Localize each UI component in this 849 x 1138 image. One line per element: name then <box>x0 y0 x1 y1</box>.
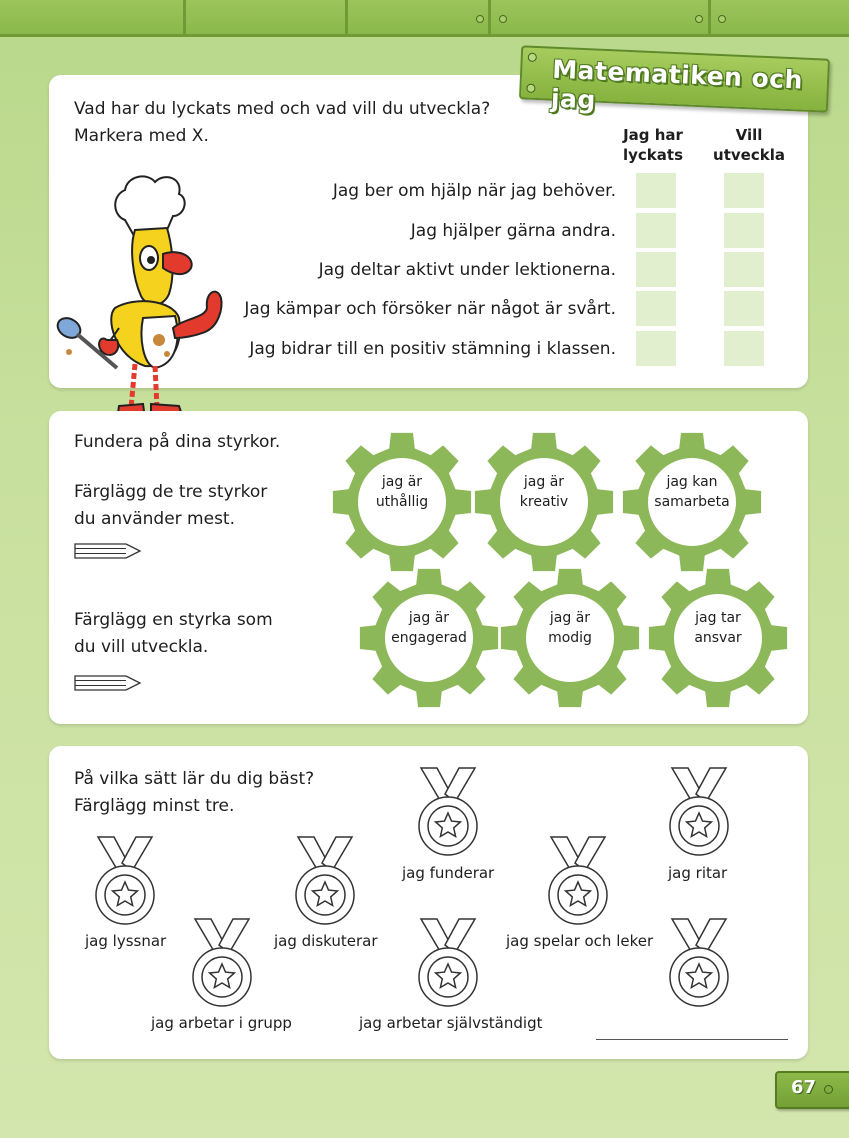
page-number-tab <box>775 1071 849 1109</box>
checkbox-succeeded-5[interactable] <box>636 331 676 366</box>
rivet-icon <box>528 53 537 62</box>
gear-cooperate[interactable] <box>617 427 767 577</box>
checkbox-develop-2[interactable] <box>724 213 764 248</box>
section2-task1: Färglägg de tre styrkor du använder mest. <box>74 482 268 529</box>
checkbox-succeeded-4[interactable] <box>636 291 676 326</box>
title-banner <box>519 45 830 115</box>
rivet-icon <box>476 15 484 23</box>
medal-label-group: jag arbetar i grupp <box>151 1014 292 1032</box>
binder-seam <box>488 0 491 34</box>
checkbox-develop-4[interactable] <box>724 291 764 326</box>
section2-task2: Färglägg en styrka som du vill utveckla. <box>74 610 273 657</box>
rivet-icon <box>499 15 507 23</box>
binder-seam <box>183 0 186 34</box>
chef-duck-illustration <box>55 168 230 426</box>
rivet-icon <box>695 15 703 23</box>
checkbox-succeeded-3[interactable] <box>636 252 676 287</box>
medal-icon[interactable] <box>415 766 481 856</box>
page-number: 67 <box>791 1077 817 1098</box>
medal-icon[interactable] <box>292 835 358 925</box>
rivet-icon <box>824 1085 833 1094</box>
checkbox-develop-3[interactable] <box>724 252 764 287</box>
medal-label-independent: jag arbetar självständigt <box>359 1014 543 1032</box>
checkbox-develop-1[interactable] <box>724 173 764 208</box>
statement-ask-help: Jag ber om hjälp när jag behöver. <box>332 181 616 201</box>
medal-label-discuss: jag diskuterar <box>274 932 378 950</box>
gear-label: jag är kreativ <box>519 474 569 510</box>
pencil-icon <box>74 675 142 691</box>
gear-label: jag är engagerad <box>391 610 467 646</box>
checkbox-succeeded-2[interactable] <box>636 213 676 248</box>
gear-engaged[interactable] <box>354 563 504 713</box>
gear-responsible[interactable] <box>643 563 793 713</box>
binder-seam <box>345 0 348 34</box>
checkbox-succeeded-1[interactable] <box>636 173 676 208</box>
binder-seam <box>708 0 711 34</box>
gear-endurance[interactable] <box>327 427 477 577</box>
section3-intro: På vilka sätt lär du dig bäst? Färglägg minst tre. <box>74 769 315 816</box>
column-header-succeeded: Jag har lyckats <box>622 126 683 164</box>
learning-styles-card <box>49 746 808 1059</box>
section2-intro: Fundera på dina styrkor. <box>74 432 281 452</box>
statement-participate: Jag deltar aktivt under lektionerna. <box>318 260 616 280</box>
gear-creative[interactable] <box>469 427 619 577</box>
gear-label: jag är uthållig <box>375 474 429 510</box>
rivet-icon <box>718 15 726 23</box>
gear-label: jag kan samarbeta <box>654 474 730 510</box>
rivet-icon <box>526 84 535 93</box>
medal-label-listen: jag lyssnar <box>85 932 167 950</box>
medal-label-play: jag spelar och leker <box>506 932 654 950</box>
page-title: Matematiken och jag <box>550 54 804 115</box>
medal-icon[interactable] <box>92 835 158 925</box>
checkbox-develop-5[interactable] <box>724 331 764 366</box>
column-header-develop: Vill utveckla <box>713 126 785 164</box>
gear-label: jag är modig <box>548 610 592 646</box>
section1-intro: Vad har du lyckats med och vad vill du utveckla? Markera med X. <box>74 99 491 146</box>
medal-icon[interactable] <box>666 917 732 1007</box>
medal-icon[interactable] <box>189 917 255 1007</box>
medal-icon[interactable] <box>415 917 481 1007</box>
top-binder-bar <box>0 0 849 37</box>
medal-label-draw: jag ritar <box>668 864 728 882</box>
medal-icon[interactable] <box>666 766 732 856</box>
gear-brave[interactable] <box>495 563 645 713</box>
strengths-card <box>49 411 808 724</box>
statement-persevere: Jag kämpar och försöker när något är svårt. <box>244 299 616 319</box>
gear-label: jag tar ansvar <box>694 610 742 646</box>
pencil-icon <box>74 543 142 559</box>
medal-label-think: jag funderar <box>402 864 495 882</box>
statement-help-others: Jag hjälper gärna andra. <box>410 221 616 241</box>
write-in-line[interactable] <box>596 1039 788 1040</box>
medal-icon[interactable] <box>545 835 611 925</box>
statement-positive-mood: Jag bidrar till en positiv stämning i klassen. <box>249 339 616 359</box>
